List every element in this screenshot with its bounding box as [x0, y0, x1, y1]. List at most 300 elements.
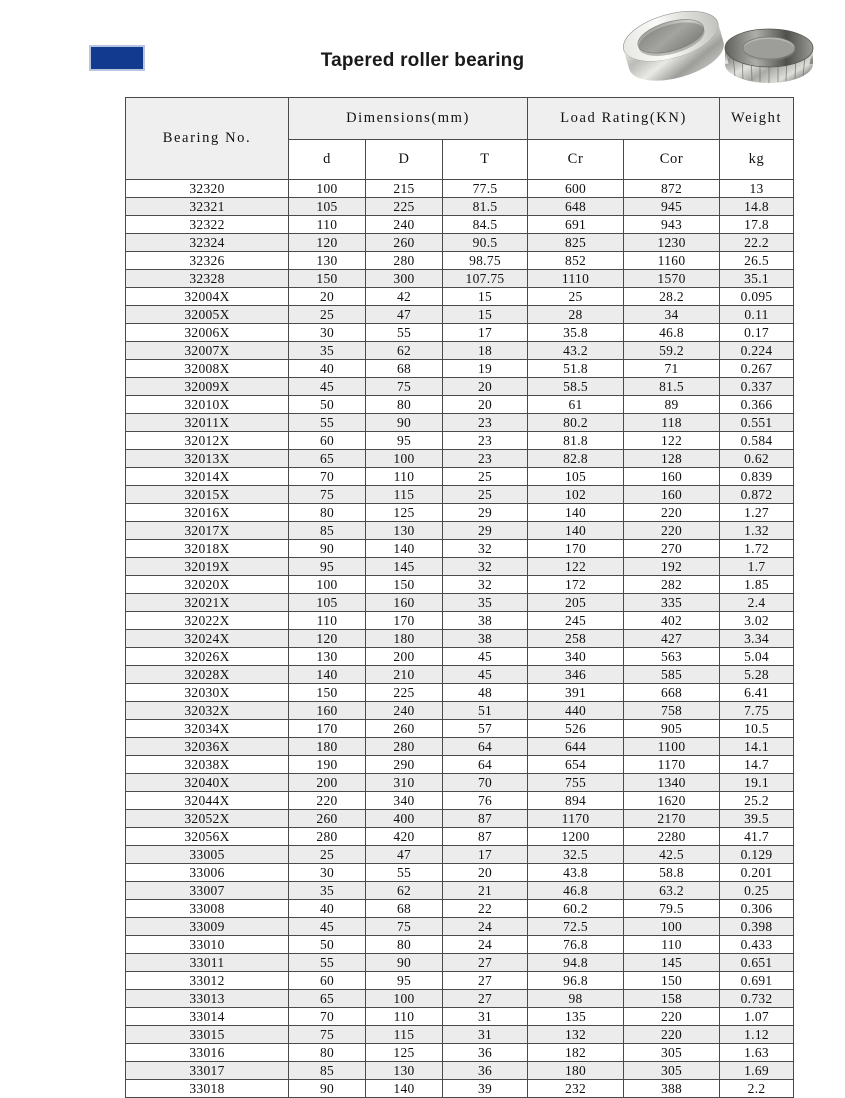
table-row: [126, 1026, 794, 1044]
cell-outer-d: 225: [366, 684, 443, 702]
cell-bearing-no: 32038X: [126, 756, 289, 774]
cell-bearing-no: 33011: [126, 954, 289, 972]
cell-d: 30: [289, 864, 366, 882]
cell-t: 19: [443, 360, 528, 378]
cell-t: 20: [443, 864, 528, 882]
cell-cor: 305: [624, 1062, 720, 1080]
cell-weight: 1.27: [720, 504, 794, 522]
cell-d: 260: [289, 810, 366, 828]
cell-d: 280: [289, 828, 366, 846]
cell-cor: 668: [624, 684, 720, 702]
cell-cr: 96.8: [528, 972, 624, 990]
cell-d: 150: [289, 684, 366, 702]
table-row: [126, 738, 794, 756]
cell-outer-d: 95: [366, 432, 443, 450]
cell-bearing-no: 32008X: [126, 360, 289, 378]
cell-cor: 100: [624, 918, 720, 936]
cell-t: 22: [443, 900, 528, 918]
cell-bearing-no: 32022X: [126, 612, 289, 630]
cell-cr: 81.8: [528, 432, 624, 450]
cell-d: 70: [289, 468, 366, 486]
cell-outer-d: 47: [366, 306, 443, 324]
cell-t: 45: [443, 648, 528, 666]
cell-outer-d: 130: [366, 1062, 443, 1080]
cell-cr: 825: [528, 234, 624, 252]
cell-outer-d: 290: [366, 756, 443, 774]
cell-t: 20: [443, 378, 528, 396]
cell-outer-d: 75: [366, 378, 443, 396]
cell-t: 90.5: [443, 234, 528, 252]
cell-t: 87: [443, 810, 528, 828]
cell-outer-d: 180: [366, 630, 443, 648]
cell-outer-d: 68: [366, 360, 443, 378]
cell-cr: 340: [528, 648, 624, 666]
cell-t: 38: [443, 630, 528, 648]
cell-outer-d: 150: [366, 576, 443, 594]
cell-t: 29: [443, 522, 528, 540]
cell-weight: 5.04: [720, 648, 794, 666]
cell-weight: 0.267: [720, 360, 794, 378]
cell-bearing-no: 32006X: [126, 324, 289, 342]
cell-cr: 644: [528, 738, 624, 756]
cell-cor: 945: [624, 198, 720, 216]
cell-outer-d: 62: [366, 882, 443, 900]
cell-d: 200: [289, 774, 366, 792]
cell-weight: 1.12: [720, 1026, 794, 1044]
cell-bearing-no: 33007: [126, 882, 289, 900]
cell-bearing-no: 32032X: [126, 702, 289, 720]
cell-d: 110: [289, 216, 366, 234]
cell-cr: 755: [528, 774, 624, 792]
cell-weight: 0.25: [720, 882, 794, 900]
cell-cor: 145: [624, 954, 720, 972]
cell-d: 80: [289, 504, 366, 522]
cell-t: 17: [443, 324, 528, 342]
cell-cr: 28: [528, 306, 624, 324]
cell-t: 32: [443, 540, 528, 558]
cell-t: 27: [443, 954, 528, 972]
cell-cr: 76.8: [528, 936, 624, 954]
cell-bearing-no: 32011X: [126, 414, 289, 432]
table-row: [126, 1008, 794, 1026]
cell-t: 23: [443, 414, 528, 432]
table-row: [126, 666, 794, 684]
cell-cor: 58.8: [624, 864, 720, 882]
cell-cr: 60.2: [528, 900, 624, 918]
cell-t: 57: [443, 720, 528, 738]
cell-cor: 220: [624, 1008, 720, 1026]
cell-weight: 1.85: [720, 576, 794, 594]
cell-weight: 0.584: [720, 432, 794, 450]
table-row: [126, 936, 794, 954]
cell-d: 100: [289, 576, 366, 594]
cell-cor: 1570: [624, 270, 720, 288]
cell-cr: 122: [528, 558, 624, 576]
table-row: [126, 414, 794, 432]
cell-outer-d: 110: [366, 1008, 443, 1026]
cell-cr: 58.5: [528, 378, 624, 396]
cell-bearing-no: 33013: [126, 990, 289, 1008]
cell-d: 55: [289, 954, 366, 972]
cell-bearing-no: 32320: [126, 180, 289, 198]
table-row: [126, 522, 794, 540]
cell-cor: 335: [624, 594, 720, 612]
cell-cor: 63.2: [624, 882, 720, 900]
cell-cor: 282: [624, 576, 720, 594]
cell-weight: 2.4: [720, 594, 794, 612]
cell-cr: 43.2: [528, 342, 624, 360]
cell-cor: 42.5: [624, 846, 720, 864]
table-header: [126, 98, 794, 180]
cell-weight: 14.1: [720, 738, 794, 756]
cell-weight: 41.7: [720, 828, 794, 846]
cell-t: 39: [443, 1080, 528, 1098]
cell-d: 220: [289, 792, 366, 810]
cell-outer-d: 145: [366, 558, 443, 576]
cell-t: 25: [443, 468, 528, 486]
table-row: [126, 378, 794, 396]
cell-outer-d: 47: [366, 846, 443, 864]
cell-bearing-no: 32014X: [126, 468, 289, 486]
cell-outer-d: 170: [366, 612, 443, 630]
cell-outer-d: 340: [366, 792, 443, 810]
cell-cr: 172: [528, 576, 624, 594]
cell-t: 27: [443, 990, 528, 1008]
cell-cor: 270: [624, 540, 720, 558]
cell-d: 85: [289, 522, 366, 540]
cell-d: 130: [289, 252, 366, 270]
cell-t: 77.5: [443, 180, 528, 198]
cell-outer-d: 280: [366, 738, 443, 756]
cell-cr: 1110: [528, 270, 624, 288]
table-row: [126, 252, 794, 270]
cell-outer-d: 215: [366, 180, 443, 198]
cell-cr: 205: [528, 594, 624, 612]
cell-cor: 1160: [624, 252, 720, 270]
cell-weight: 0.095: [720, 288, 794, 306]
table-row: [126, 576, 794, 594]
cell-outer-d: 68: [366, 900, 443, 918]
cell-outer-d: 90: [366, 954, 443, 972]
table-row: [126, 630, 794, 648]
cell-bearing-no: 33005: [126, 846, 289, 864]
cell-cr: 654: [528, 756, 624, 774]
cell-outer-d: 140: [366, 540, 443, 558]
cell-cr: 691: [528, 216, 624, 234]
cell-outer-d: 260: [366, 720, 443, 738]
cell-weight: 0.17: [720, 324, 794, 342]
cell-outer-d: 400: [366, 810, 443, 828]
table-row: [126, 972, 794, 990]
cell-d: 50: [289, 936, 366, 954]
cell-d: 120: [289, 630, 366, 648]
cell-d: 105: [289, 594, 366, 612]
cell-d: 60: [289, 432, 366, 450]
cell-weight: 1.63: [720, 1044, 794, 1062]
cell-outer-d: 240: [366, 216, 443, 234]
cell-cor: 585: [624, 666, 720, 684]
cell-bearing-no: 32005X: [126, 306, 289, 324]
table-row: [126, 702, 794, 720]
table-row: [126, 1044, 794, 1062]
column-header-weight: Weight: [720, 98, 794, 140]
cell-bearing-no: 32018X: [126, 540, 289, 558]
cell-outer-d: 55: [366, 324, 443, 342]
cell-cr: 102: [528, 486, 624, 504]
cell-cor: 943: [624, 216, 720, 234]
cell-d: 160: [289, 702, 366, 720]
table-row: [126, 216, 794, 234]
cell-outer-d: 210: [366, 666, 443, 684]
cell-t: 27: [443, 972, 528, 990]
cell-outer-d: 110: [366, 468, 443, 486]
cell-t: 31: [443, 1026, 528, 1044]
table-row: [126, 504, 794, 522]
cell-bearing-no: 32016X: [126, 504, 289, 522]
cell-outer-d: 280: [366, 252, 443, 270]
table-row: [126, 450, 794, 468]
table-row: [126, 774, 794, 792]
cell-d: 30: [289, 324, 366, 342]
cell-d: 35: [289, 882, 366, 900]
cell-t: 35: [443, 594, 528, 612]
cell-weight: 6.41: [720, 684, 794, 702]
cell-cor: 46.8: [624, 324, 720, 342]
cell-weight: 3.02: [720, 612, 794, 630]
cell-weight: 0.337: [720, 378, 794, 396]
cell-weight: 14.7: [720, 756, 794, 774]
cell-t: 87: [443, 828, 528, 846]
cell-outer-d: 240: [366, 702, 443, 720]
cell-t: 32: [443, 576, 528, 594]
bearing-specification-table: [125, 97, 794, 1098]
cell-t: 23: [443, 450, 528, 468]
cell-t: 23: [443, 432, 528, 450]
table-row: [126, 324, 794, 342]
cell-cor: 59.2: [624, 342, 720, 360]
cell-cor: 150: [624, 972, 720, 990]
cell-weight: 0.129: [720, 846, 794, 864]
cell-cr: 180: [528, 1062, 624, 1080]
cell-d: 40: [289, 900, 366, 918]
cell-weight: 0.62: [720, 450, 794, 468]
column-header-cor: Cor: [624, 140, 720, 180]
cell-bearing-no: 32052X: [126, 810, 289, 828]
cell-cor: 305: [624, 1044, 720, 1062]
cell-bearing-no: 33015: [126, 1026, 289, 1044]
cell-t: 31: [443, 1008, 528, 1026]
cell-bearing-no: 32030X: [126, 684, 289, 702]
cell-cr: 258: [528, 630, 624, 648]
cell-weight: 0.398: [720, 918, 794, 936]
cell-cr: 391: [528, 684, 624, 702]
cell-outer-d: 75: [366, 918, 443, 936]
cell-bearing-no: 32028X: [126, 666, 289, 684]
cell-cr: 25: [528, 288, 624, 306]
cell-cor: 427: [624, 630, 720, 648]
cell-cor: 81.5: [624, 378, 720, 396]
cell-t: 76: [443, 792, 528, 810]
column-group-header-dimensions: Dimensions(mm): [289, 98, 528, 140]
cell-weight: 1.07: [720, 1008, 794, 1026]
cell-d: 95: [289, 558, 366, 576]
cell-weight: 10.5: [720, 720, 794, 738]
cell-weight: 0.11: [720, 306, 794, 324]
table-row: [126, 396, 794, 414]
cell-d: 45: [289, 918, 366, 936]
cell-cor: 71: [624, 360, 720, 378]
table-row: [126, 684, 794, 702]
cell-cor: 110: [624, 936, 720, 954]
table-row: [126, 1062, 794, 1080]
table-row: [126, 468, 794, 486]
cell-d: 65: [289, 450, 366, 468]
product-photo-bearing: [611, 0, 837, 95]
cell-outer-d: 42: [366, 288, 443, 306]
table-row: [126, 486, 794, 504]
cell-cor: 2280: [624, 828, 720, 846]
cell-t: 15: [443, 306, 528, 324]
cell-cor: 1230: [624, 234, 720, 252]
cell-d: 50: [289, 396, 366, 414]
cell-d: 190: [289, 756, 366, 774]
table-row: [126, 342, 794, 360]
table-row: [126, 756, 794, 774]
table-row: [126, 558, 794, 576]
cell-d: 120: [289, 234, 366, 252]
table-row: [126, 306, 794, 324]
cell-d: 65: [289, 990, 366, 1008]
cell-t: 15: [443, 288, 528, 306]
cell-weight: 0.732: [720, 990, 794, 1008]
cell-t: 107.75: [443, 270, 528, 288]
cell-bearing-no: 32009X: [126, 378, 289, 396]
cell-d: 105: [289, 198, 366, 216]
cell-bearing-no: 32017X: [126, 522, 289, 540]
cell-cr: 852: [528, 252, 624, 270]
cell-weight: 1.7: [720, 558, 794, 576]
specification-table-container: [125, 97, 793, 1098]
cell-bearing-no: 32040X: [126, 774, 289, 792]
cell-cr: 894: [528, 792, 624, 810]
cell-t: 25: [443, 486, 528, 504]
cell-bearing-no: 33014: [126, 1008, 289, 1026]
cell-t: 32: [443, 558, 528, 576]
cell-bearing-no: 32036X: [126, 738, 289, 756]
cell-t: 84.5: [443, 216, 528, 234]
cell-d: 180: [289, 738, 366, 756]
cell-bearing-no: 33009: [126, 918, 289, 936]
cell-weight: 1.32: [720, 522, 794, 540]
cell-weight: 1.69: [720, 1062, 794, 1080]
cell-outer-d: 310: [366, 774, 443, 792]
cell-t: 51: [443, 702, 528, 720]
table-row: [126, 828, 794, 846]
table-row: [126, 918, 794, 936]
cell-bearing-no: 32328: [126, 270, 289, 288]
table-row: [126, 234, 794, 252]
cell-cor: 220: [624, 522, 720, 540]
cell-weight: 26.5: [720, 252, 794, 270]
cell-d: 90: [289, 1080, 366, 1098]
cell-t: 48: [443, 684, 528, 702]
table-row: [126, 288, 794, 306]
cell-bearing-no: 32007X: [126, 342, 289, 360]
cell-t: 21: [443, 882, 528, 900]
column-header-outer-d: D: [366, 140, 443, 180]
cell-weight: 35.1: [720, 270, 794, 288]
cell-d: 110: [289, 612, 366, 630]
cell-t: 45: [443, 666, 528, 684]
cell-bearing-no: 32026X: [126, 648, 289, 666]
table-row: [126, 270, 794, 288]
cell-t: 81.5: [443, 198, 528, 216]
cell-t: 70: [443, 774, 528, 792]
cell-outer-d: 160: [366, 594, 443, 612]
cell-cor: 89: [624, 396, 720, 414]
cell-weight: 0.872: [720, 486, 794, 504]
table-row: [126, 198, 794, 216]
cell-cr: 182: [528, 1044, 624, 1062]
cell-outer-d: 260: [366, 234, 443, 252]
table-row: [126, 954, 794, 972]
page-header: [0, 0, 845, 95]
cell-cor: 388: [624, 1080, 720, 1098]
cell-cr: 526: [528, 720, 624, 738]
table-row: [126, 810, 794, 828]
cell-cor: 1100: [624, 738, 720, 756]
cell-bearing-no: 32322: [126, 216, 289, 234]
cell-outer-d: 100: [366, 450, 443, 468]
cell-t: 98.75: [443, 252, 528, 270]
cell-cor: 192: [624, 558, 720, 576]
column-header-weight-unit: kg: [720, 140, 794, 180]
cell-outer-d: 100: [366, 990, 443, 1008]
cell-outer-d: 125: [366, 1044, 443, 1062]
cell-outer-d: 80: [366, 936, 443, 954]
cell-cor: 118: [624, 414, 720, 432]
cell-cor: 872: [624, 180, 720, 198]
cell-cor: 220: [624, 1026, 720, 1044]
cell-bearing-no: 33012: [126, 972, 289, 990]
cell-cr: 105: [528, 468, 624, 486]
cell-bearing-no: 32024X: [126, 630, 289, 648]
cell-weight: 14.8: [720, 198, 794, 216]
cell-cr: 132: [528, 1026, 624, 1044]
cell-outer-d: 62: [366, 342, 443, 360]
cell-bearing-no: 32020X: [126, 576, 289, 594]
cell-cr: 245: [528, 612, 624, 630]
cell-t: 36: [443, 1062, 528, 1080]
cell-bearing-no: 33008: [126, 900, 289, 918]
cell-weight: 0.651: [720, 954, 794, 972]
cell-weight: 5.28: [720, 666, 794, 684]
cell-weight: 17.8: [720, 216, 794, 234]
cell-weight: 0.433: [720, 936, 794, 954]
cell-cor: 1340: [624, 774, 720, 792]
cell-bearing-no: 33016: [126, 1044, 289, 1062]
cell-outer-d: 55: [366, 864, 443, 882]
cell-bearing-no: 33006: [126, 864, 289, 882]
cell-d: 80: [289, 1044, 366, 1062]
cell-cor: 220: [624, 504, 720, 522]
cell-outer-d: 300: [366, 270, 443, 288]
cell-bearing-no: 33018: [126, 1080, 289, 1098]
cell-cr: 43.8: [528, 864, 624, 882]
cell-bearing-no: 32004X: [126, 288, 289, 306]
cell-bearing-no: 32013X: [126, 450, 289, 468]
table-row: [126, 594, 794, 612]
